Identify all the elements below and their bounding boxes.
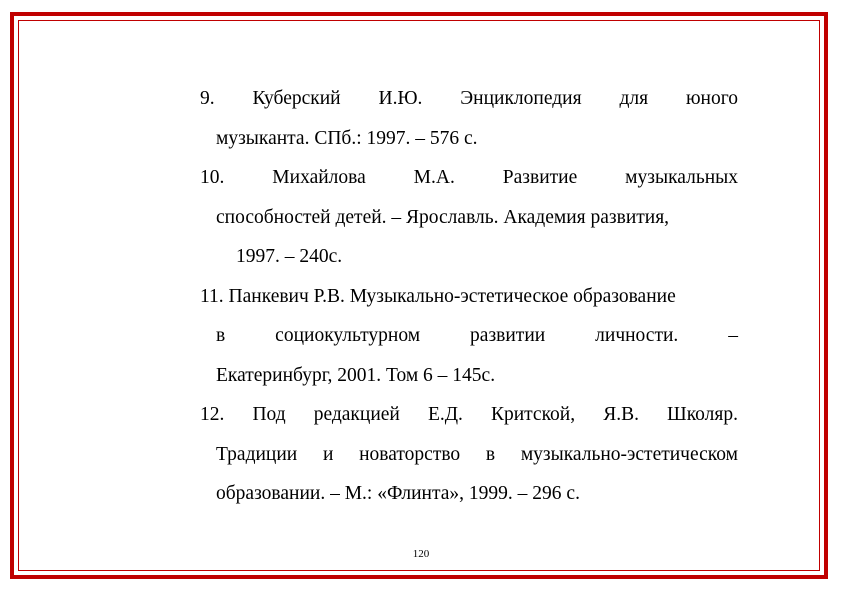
reference-line: Екатеринбург, 2001. Том 6 – 145с. [216, 364, 496, 386]
reference-item-12 [200, 400, 738, 519]
reference-line: Традиции и новаторство в музыкально-эстетическом [216, 443, 738, 465]
reference-item-10 [200, 163, 738, 282]
reference-line: 10. Михайлова М.А. Развитие музыкальных [200, 167, 738, 188]
page-number: 120 [412, 548, 430, 560]
reference-line: 12. Под редакцией Е.Д. Критской, Я.В. Школяр. [200, 404, 738, 425]
reference-line: в социокультурном развитии личности. – [216, 325, 738, 346]
reference-line: способностей детей. – Ярославль. Академия развития, [216, 206, 670, 228]
reference-item-11 [200, 282, 738, 401]
reference-line: образовании. – М.: «Флинта», 1999. – 296 с. [216, 483, 580, 504]
reference-item-9 [200, 84, 738, 163]
reference-line: 11. Панкевич Р.В. Музыкально-эстетическое образование [200, 285, 676, 307]
reference-line: музыканта. СПб.: 1997. – 576 с. [216, 127, 478, 149]
reference-list [200, 84, 738, 519]
reference-line: 1997. – 240с. [236, 246, 343, 267]
reference-line: 9. Куберский И.Ю. Энциклопедия для юного [200, 88, 738, 109]
